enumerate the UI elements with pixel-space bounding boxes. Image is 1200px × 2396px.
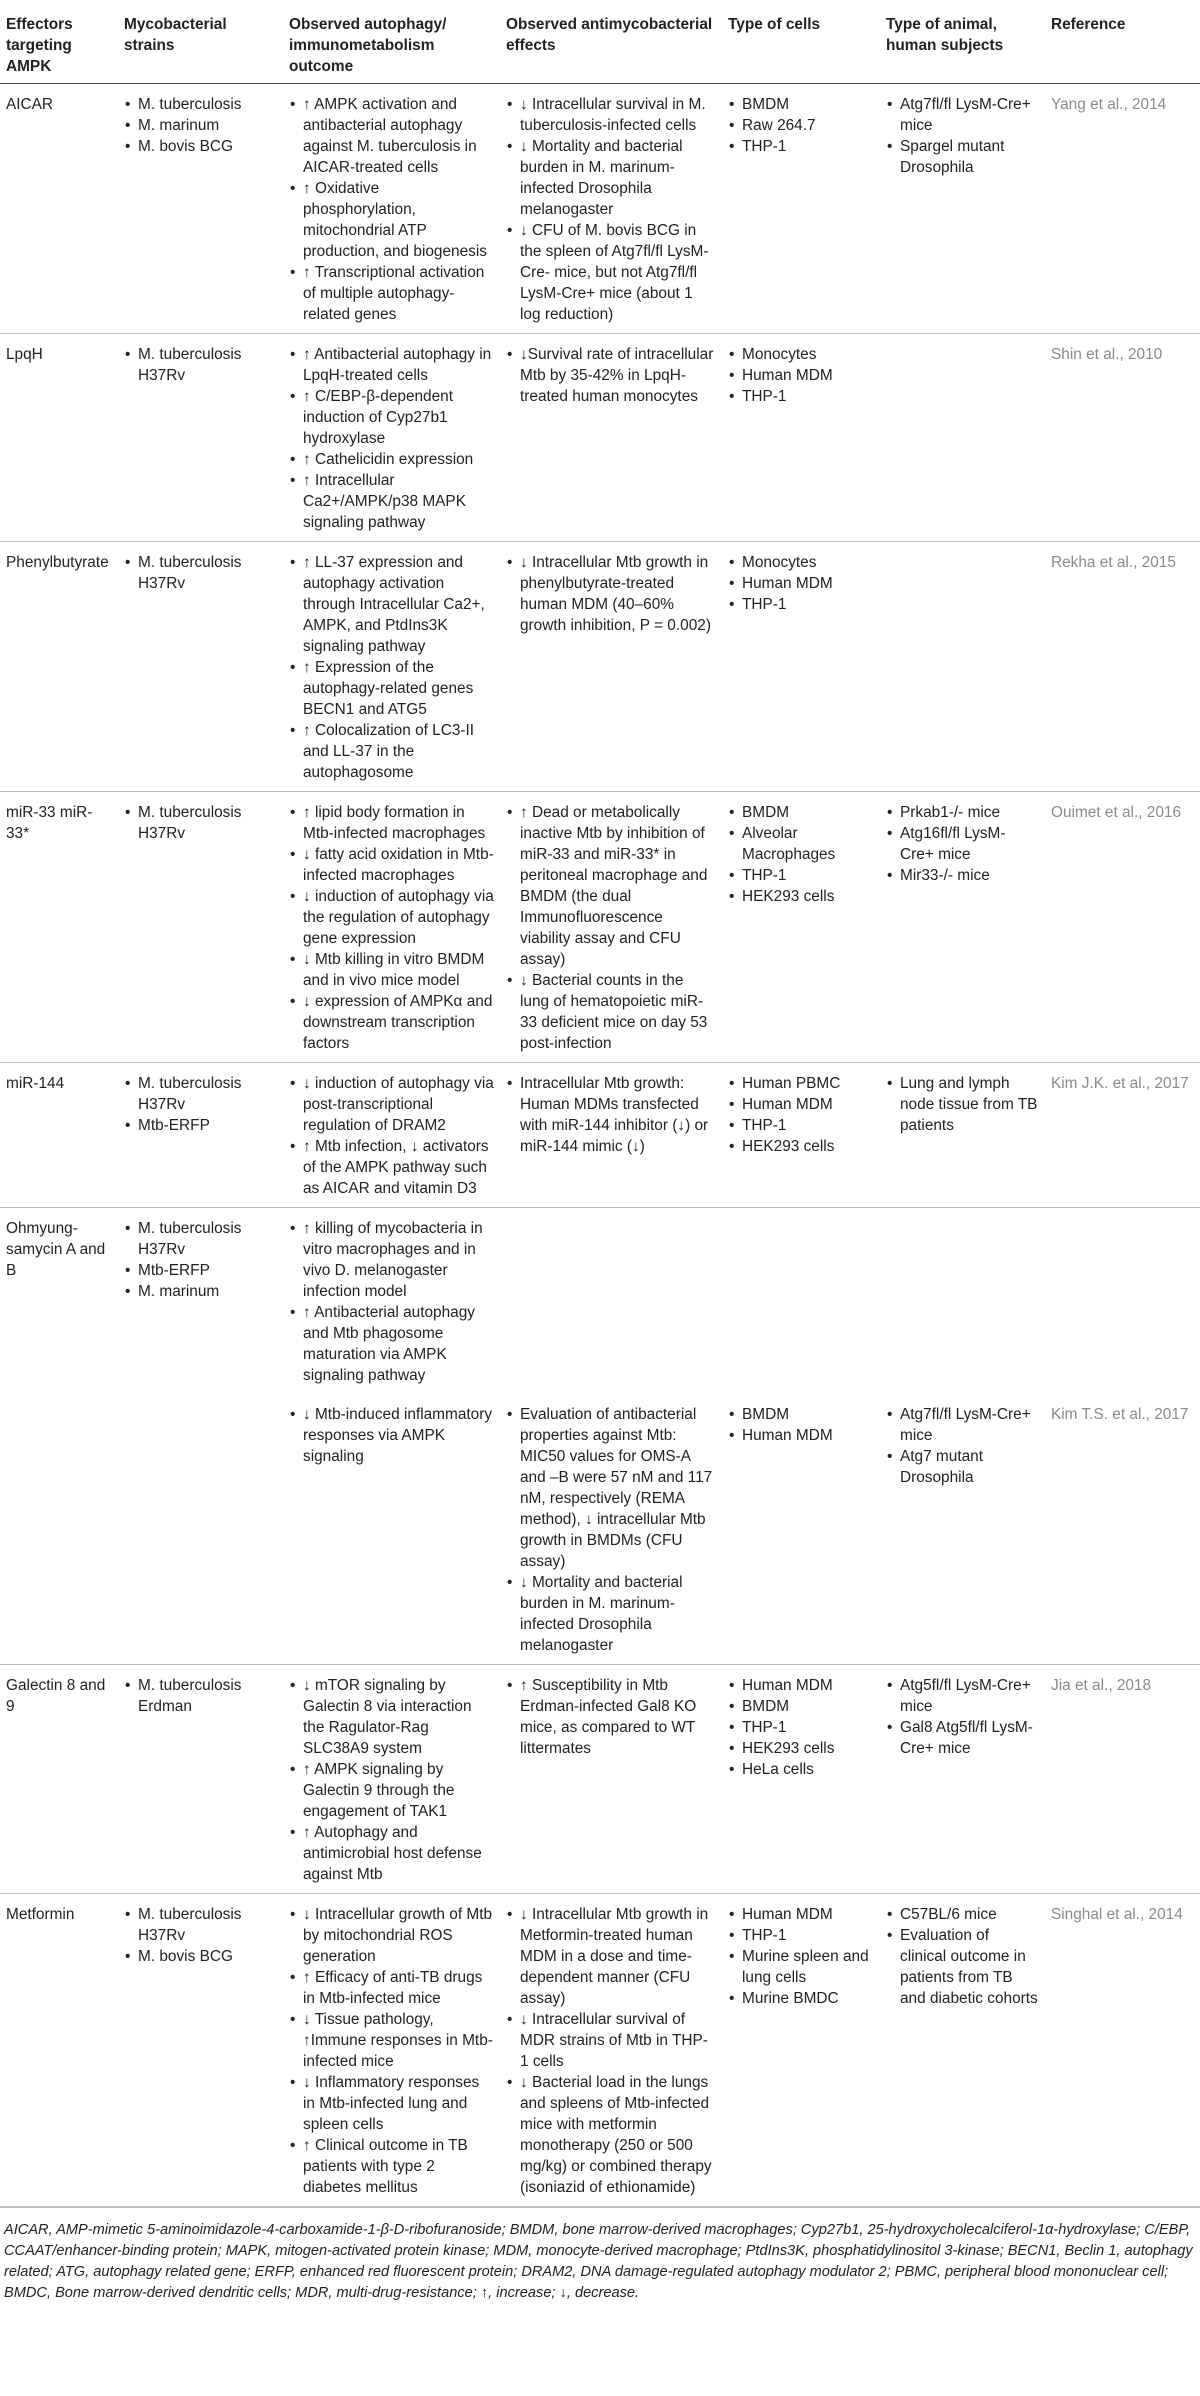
- list-item: • Intracellular Mtb growth: Human MDMs transfected with miR-144 inhibitor (↓) or miR-144 mimic (↓): [506, 1073, 716, 1157]
- bullet-list: [886, 802, 1039, 886]
- list-item: • Mtb-ERFP: [124, 1115, 277, 1136]
- list-item: • HEK293 cells: [728, 1136, 874, 1157]
- list-item: • Atg7fl/fl LysM-Cre+ mice: [886, 1404, 1039, 1446]
- reference-cell: Kim J.K. et al., 2017: [1045, 1063, 1200, 1208]
- list-item: • Murine BMDC: [728, 1988, 874, 2009]
- reference-cell: Jia et al., 2018: [1045, 1665, 1200, 1894]
- bullet-list: [728, 94, 874, 157]
- list-item: • ↓ CFU of M. bovis BCG in the spleen of Atg7fl/fl LysM-Cre- mice, but not Atg7fl/fl LysM-Cre+ mice (about 1 log reduction): [506, 220, 716, 325]
- list-item: • Human MDM: [728, 1904, 874, 1925]
- bullet-list: [289, 1073, 494, 1199]
- bullet-list: [728, 344, 874, 407]
- effects-cell: [500, 84, 722, 334]
- table-row: [0, 334, 1200, 542]
- list-item: • ↑ Intracellular Ca2+/AMPK/p38 MAPK signaling pathway: [289, 470, 494, 533]
- effects-cell: [500, 792, 722, 1063]
- list-item: • Human MDM: [728, 573, 874, 594]
- bullet-list: [506, 1073, 716, 1157]
- list-item: • M. tuberculosis Erdman: [124, 1675, 277, 1717]
- list-item: • ↑ Colocalization of LC3-II and LL-37 in the autophagosome: [289, 720, 494, 783]
- list-item: • Human MDM: [728, 1675, 874, 1696]
- subjects-cell: [880, 1894, 1045, 2207]
- bullet-list: [289, 1675, 494, 1885]
- header-subjects: Type of animal, human subjects: [880, 0, 1045, 84]
- strains-cell: [118, 1063, 283, 1208]
- bullet-list: [728, 1073, 874, 1157]
- list-item: • Gal8 Atg5fl/fl LysM-Cre+ mice: [886, 1717, 1039, 1759]
- cells-cell: [722, 792, 880, 1063]
- list-item: • Atg7 mutant Drosophila: [886, 1446, 1039, 1488]
- table-body: [0, 84, 1200, 2207]
- table-row: [0, 792, 1200, 1063]
- reference-cell: [1045, 1208, 1200, 1395]
- effects-cell: [500, 1063, 722, 1208]
- list-item: • ↓ Bacterial counts in the lung of hematopoietic miR-33 deficient mice on day 53 post-infection: [506, 970, 716, 1054]
- effects-cell: [500, 1208, 722, 1395]
- list-item: • ↓ fatty acid oxidation in Mtb-infected macrophages: [289, 844, 494, 886]
- list-item: • M. tuberculosis H37Rv: [124, 344, 277, 386]
- list-item: • ↓ induction of autophagy via post-transcriptional regulation of DRAM2: [289, 1073, 494, 1136]
- table-row: [0, 542, 1200, 792]
- list-item: • ↓ Inflammatory responses in Mtb-infected lung and spleen cells: [289, 2072, 494, 2135]
- subjects-cell: [880, 84, 1045, 334]
- list-item: • BMDM: [728, 802, 874, 823]
- list-item: • M. bovis BCG: [124, 1946, 277, 1967]
- header-outcome: Observed autophagy/ immunometabolism outcome: [283, 0, 500, 84]
- bullet-list: [886, 1904, 1039, 2009]
- list-item: • Mir33-/- mice: [886, 865, 1039, 886]
- list-item: • HEK293 cells: [728, 886, 874, 907]
- list-item: • BMDM: [728, 1696, 874, 1717]
- list-item: • M. tuberculosis: [124, 94, 277, 115]
- list-item: • Alveolar Macrophages: [728, 823, 874, 865]
- list-item: • ↑ lipid body formation in Mtb-infected macrophages: [289, 802, 494, 844]
- reference-cell: Singhal et al., 2014: [1045, 1894, 1200, 2207]
- list-item: • THP-1: [728, 594, 874, 615]
- list-item: • BMDM: [728, 1404, 874, 1425]
- header-effects: Observed antimycobacterial effects: [500, 0, 722, 84]
- list-item: • ↑ Antibacterial autophagy and Mtb phagosome maturation via AMPK signaling pathway: [289, 1302, 494, 1386]
- effector-cell: Ohmyung-samycin A and B: [6, 1220, 106, 1279]
- bullet-list: [886, 94, 1039, 178]
- list-item: • C57BL/6 mice: [886, 1904, 1039, 1925]
- list-item: • Monocytes: [728, 344, 874, 365]
- list-item: • Mtb-ERFP: [124, 1260, 277, 1281]
- cells-cell: [722, 334, 880, 542]
- subjects-cell: [880, 1665, 1045, 1894]
- reference-cell: Shin et al., 2010: [1045, 334, 1200, 542]
- list-item: • ↑ Antibacterial autophagy in LpqH-treated cells: [289, 344, 494, 386]
- bullet-list: [289, 94, 494, 325]
- subjects-cell: [880, 792, 1045, 1063]
- list-item: • Atg16fl/fl LysM-Cre+ mice: [886, 823, 1039, 865]
- strains-cell: [118, 1394, 283, 1665]
- outcome-cell: [283, 1394, 500, 1665]
- bullet-list: [124, 1073, 277, 1136]
- list-item: • ↓ Intracellular Mtb growth in Metformin-treated human MDM in a dose and time-dependent manner (CFU assay): [506, 1904, 716, 2009]
- list-item: • ↑ Efficacy of anti-TB drugs in Mtb-infected mice: [289, 1967, 494, 2009]
- cells-cell: [722, 1208, 880, 1395]
- list-item: • Murine spleen and lung cells: [728, 1946, 874, 1988]
- effector-cell: AICAR: [0, 84, 118, 334]
- subjects-cell: [880, 1208, 1045, 1395]
- list-item: • ↑ Clinical outcome in TB patients with type 2 diabetes mellitus: [289, 2135, 494, 2198]
- list-item: • ↑ C/EBP-β-dependent induction of Cyp27b1 hydroxylase: [289, 386, 494, 449]
- list-item: • ↑ AMPK activation and antibacterial autophagy against M. tuberculosis in AICAR-treated cells: [289, 94, 494, 178]
- list-item: • M. tuberculosis H37Rv: [124, 1904, 277, 1946]
- list-item: • Spargel mutant Drosophila: [886, 136, 1039, 178]
- outcome-cell: [283, 1665, 500, 1894]
- bullet-list: [728, 1904, 874, 2009]
- list-item: • Human MDM: [728, 365, 874, 386]
- reference-cell: Rekha et al., 2015: [1045, 542, 1200, 792]
- list-item: • ↓ Tissue pathology, ↑Immune responses in Mtb-infected mice: [289, 2009, 494, 2072]
- effector-cell: Galectin 8 and 9: [0, 1665, 118, 1894]
- outcome-cell: [283, 334, 500, 542]
- header-cells: Type of cells: [722, 0, 880, 84]
- table-row: [0, 1665, 1200, 1894]
- list-item: • BMDM: [728, 94, 874, 115]
- effector-cell: [0, 1394, 118, 1665]
- header-effectors: Effectors targeting AMPK: [0, 0, 118, 84]
- bullet-list: [506, 1904, 716, 2198]
- list-item: • ↑ killing of mycobacteria in vitro macrophages and in vivo D. melanogaster infection model: [289, 1218, 494, 1302]
- effects-cell: [500, 334, 722, 542]
- bullet-list: [728, 1404, 874, 1446]
- list-item: • Human PBMC: [728, 1073, 874, 1094]
- list-item: • HeLa cells: [728, 1759, 874, 1780]
- list-item: • M. tuberculosis H37Rv: [124, 1218, 277, 1260]
- effects-cell: [500, 1894, 722, 2207]
- bullet-list: [289, 1404, 494, 1467]
- bullet-list: [124, 1218, 277, 1302]
- list-item: • ↓Survival rate of intracellular Mtb by 35-42% in LpqH-treated human monocytes: [506, 344, 716, 407]
- list-item: • ↑ Mtb infection, ↓ activators of the AMPK pathway such as AICAR and vitamin D3: [289, 1136, 494, 1199]
- effector-cell: Phenylbutyrate: [0, 542, 118, 792]
- list-item: • ↓ Mortality and bacterial burden in M. marinum-infected Drosophila melanogaster: [506, 136, 716, 220]
- bullet-list: [886, 1404, 1039, 1488]
- list-item: • M. marinum: [124, 1281, 277, 1302]
- bullet-list: [728, 552, 874, 615]
- cells-cell: [722, 1063, 880, 1208]
- list-item: • ↑ Oxidative phosphorylation, mitochondrial ATP production, and biogenesis: [289, 178, 494, 262]
- reference-cell: Yang et al., 2014: [1045, 84, 1200, 334]
- list-item: • M. tuberculosis H37Rv: [124, 1073, 277, 1115]
- list-item: • M. bovis BCG: [124, 136, 277, 157]
- list-item: • Raw 264.7: [728, 115, 874, 136]
- table-row: [0, 84, 1200, 334]
- bullet-list: [506, 1675, 716, 1759]
- list-item: • ↓ Mtb-induced inflammatory responses via AMPK signaling: [289, 1404, 494, 1467]
- strains-cell: [118, 542, 283, 792]
- list-item: • Atg7fl/fl LysM-Cre+ mice: [886, 94, 1039, 136]
- bullet-list: [506, 802, 716, 1054]
- effector-cell: Metformin: [0, 1894, 118, 2207]
- effector-cell: miR-33 miR-33*: [0, 792, 118, 1063]
- subjects-cell: [880, 1394, 1045, 1665]
- list-item: • ↓ expression of AMPKα and downstream transcription factors: [289, 991, 494, 1054]
- list-item: • ↓ Intracellular growth of Mtb by mitochondrial ROS generation: [289, 1904, 494, 1967]
- list-item: • ↑ Susceptibility in Mtb Erdman-infected Gal8 KO mice, as compared to WT littermates: [506, 1675, 716, 1759]
- outcome-cell: [283, 1894, 500, 2207]
- bullet-list: [124, 1675, 277, 1717]
- list-item: • THP-1: [728, 136, 874, 157]
- bullet-list: [124, 94, 277, 157]
- cells-cell: [722, 542, 880, 792]
- list-item: • Human MDM: [728, 1425, 874, 1446]
- bullet-list: [124, 344, 277, 386]
- strains-cell: [118, 84, 283, 334]
- outcome-cell: [283, 542, 500, 792]
- effector-cell: LpqH: [0, 334, 118, 542]
- cells-cell: [722, 1894, 880, 2207]
- list-item: • ↓ Intracellular Mtb growth in phenylbutyrate-treated human MDM (40–60% growth inhibition, P = 0.002): [506, 552, 716, 636]
- list-item: • THP-1: [728, 386, 874, 407]
- subjects-cell: [880, 542, 1045, 792]
- list-item: • ↓ Mtb killing in vitro BMDM and in vivo mice model: [289, 949, 494, 991]
- outcome-cell: [283, 792, 500, 1063]
- strains-cell: [118, 1208, 283, 1395]
- strains-cell: [118, 1665, 283, 1894]
- outcome-cell: [283, 84, 500, 334]
- bullet-list: [728, 802, 874, 907]
- list-item: • ↓ Intracellular survival of MDR strains of Mtb in THP-1 cells: [506, 2009, 716, 2072]
- bullet-list: [289, 802, 494, 1054]
- table-row: [0, 1894, 1200, 2207]
- bullet-list: [124, 1904, 277, 1967]
- reference-cell: Kim T.S. et al., 2017: [1045, 1394, 1200, 1665]
- table-header-row: [0, 0, 1200, 84]
- list-item: • Evaluation of antibacterial properties against Mtb: MIC50 values for OMS-A and –B were 57 nM and 117 nM, respectively (REMA method), ↓ intracellular Mtb growth in BMDMs (CFU assay): [506, 1404, 716, 1572]
- list-item: • ↑ AMPK signaling by Galectin 9 through the engagement of TAK1: [289, 1759, 494, 1822]
- list-item: • THP-1: [728, 1115, 874, 1136]
- bullet-list: [506, 94, 716, 325]
- bullet-list: [886, 1675, 1039, 1759]
- list-item: • ↓ Bacterial load in the lungs and spleens of Mtb-infected mice with metformin monotherapy (250 or 500 mg/kg) or combined therapy (isoniazid of ethionamide): [506, 2072, 716, 2198]
- bullet-list: [289, 552, 494, 783]
- outcome-cell: [283, 1063, 500, 1208]
- bullet-list: [886, 1073, 1039, 1136]
- table-footnote: AICAR, AMP-mimetic 5-aminoimidazole-4-carboxamide-1-β-D-ribofuranoside; BMDM, bone marrow-derived macrophages; Cyp27b1, 25-hydroxycholecalciferol-1α-hydroxylase; C/EBP, CCAAT/enhancer-binding protein; MAPK, mitogen-activated protein kinase; MDM, monocyte-derived macrophage; PtdIns3K, phosphatidylinositol 3-kinase; BECN1, Beclin 1, autophagy related; ATG, autophagy related gene; ERFP, enhanced red fluorescent protein; DRAM2, DNA damage-regulated autophagy modulator 2; PBMC, peripheral blood mononuclear cell; BMDC, Bone marrow-derived dendritic cells; MDR, multi-drug-resistance; ↑, increase; ↓, decrease.: [0, 2207, 1200, 2304]
- bullet-list: [506, 552, 716, 636]
- list-item: • Monocytes: [728, 552, 874, 573]
- list-item: • M. tuberculosis H37Rv: [124, 802, 277, 844]
- list-item: • ↑ Transcriptional activation of multiple autophagy-related genes: [289, 262, 494, 325]
- bullet-list: [728, 1675, 874, 1780]
- effects-cell: [500, 1394, 722, 1665]
- list-item: • ↓ mTOR signaling by Galectin 8 via interaction the Ragulator-Rag SLC38A9 system: [289, 1675, 494, 1759]
- strains-cell: [118, 792, 283, 1063]
- list-item: • Human MDM: [728, 1094, 874, 1115]
- table-row: [0, 1063, 1200, 1208]
- bullet-list: [506, 1404, 716, 1656]
- header-reference: Reference: [1045, 0, 1200, 84]
- reference-cell: Ouimet et al., 2016: [1045, 792, 1200, 1063]
- effects-cell: [500, 542, 722, 792]
- list-item: • ↓ Mortality and bacterial burden in M. marinum-infected Drosophila melanogaster: [506, 1572, 716, 1656]
- list-item: • ↑ LL-37 expression and autophagy activation through Intracellular Ca2+, AMPK, and PtdIns3K signaling pathway: [289, 552, 494, 657]
- list-item: • ↓ Intracellular survival in M. tuberculosis-infected cells: [506, 94, 716, 136]
- list-item: • ↑ Expression of the autophagy-related genes BECN1 and ATG5: [289, 657, 494, 720]
- list-item: • Evaluation of clinical outcome in patients from TB and diabetic cohorts: [886, 1925, 1039, 2009]
- effects-cell: [500, 1665, 722, 1894]
- list-item: • Lung and lymph node tissue from TB patients: [886, 1073, 1039, 1136]
- list-item: • THP-1: [728, 865, 874, 886]
- list-item: • ↑ Dead or metabolically inactive Mtb by inhibition of miR-33 and miR-33* in peritoneal macrophage and BMDM (the dual Immunofluorescence viability assay and CFU assay): [506, 802, 716, 970]
- bullet-list: [124, 552, 277, 594]
- list-item: • M. marinum: [124, 115, 277, 136]
- list-item: • M. tuberculosis H37Rv: [124, 552, 277, 594]
- bullet-list: [506, 344, 716, 407]
- bullet-list: [289, 344, 494, 533]
- bullet-list: [124, 802, 277, 844]
- list-item: • ↓ induction of autophagy via the regulation of autophagy gene expression: [289, 886, 494, 949]
- list-item: • THP-1: [728, 1925, 874, 1946]
- cells-cell: [722, 84, 880, 334]
- subjects-cell: [880, 334, 1045, 542]
- list-item: • THP-1: [728, 1717, 874, 1738]
- effector-cell: miR-144: [0, 1063, 118, 1208]
- bullet-list: [289, 1904, 494, 2198]
- list-item: • ↑ Autophagy and antimicrobial host defense against Mtb: [289, 1822, 494, 1885]
- table-row: [0, 1394, 1200, 1665]
- strains-cell: [118, 334, 283, 542]
- list-item: • HEK293 cells: [728, 1738, 874, 1759]
- list-item: • Prkab1-/- mice: [886, 802, 1039, 823]
- strains-cell: [118, 1894, 283, 2207]
- table-row: [0, 1208, 1200, 1395]
- header-strains: Mycobacterial strains: [118, 0, 283, 84]
- cells-cell: [722, 1665, 880, 1894]
- list-item: • ↑ Cathelicidin expression: [289, 449, 494, 470]
- cells-cell: [722, 1394, 880, 1665]
- bullet-list: [289, 1218, 494, 1386]
- list-item: • Atg5fl/fl LysM-Cre+ mice: [886, 1675, 1039, 1717]
- subjects-cell: [880, 1063, 1045, 1208]
- outcome-cell: [283, 1208, 500, 1395]
